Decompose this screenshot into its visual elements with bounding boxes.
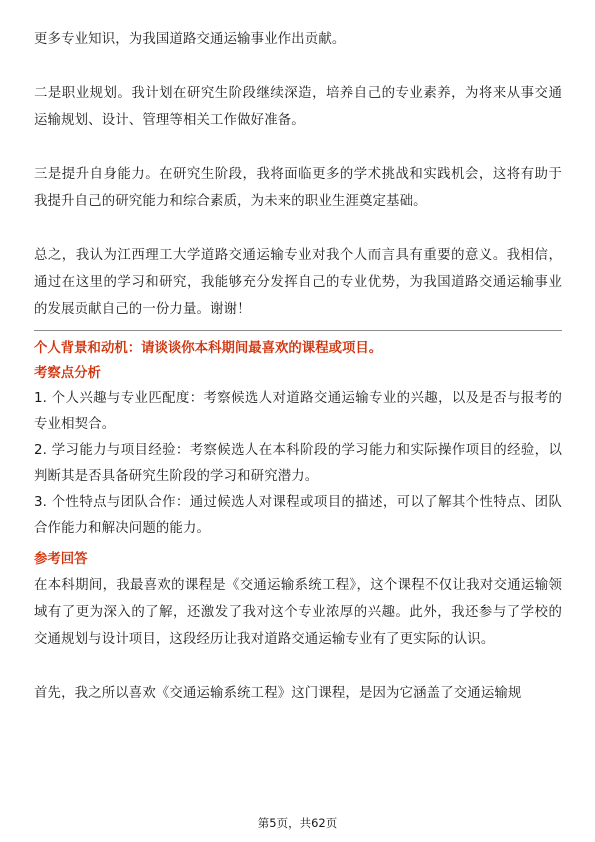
ability-paragraph: 三是提升自身能力。在研究生阶段，我将面临更多的学术挑战和实践机会，这将有助于我提升自己的研究能力和综合素质，为未来的职业生涯奠定基础。 <box>34 167 562 209</box>
paragraph-spacer <box>34 653 562 680</box>
question-title: 个人背景和动机：请谈谈你本科期间最喜欢的课程或项目。 <box>34 341 383 356</box>
career-plan-paragraph: 二是职业规划。我计划在研究生阶段继续深造，培养自己的专业素养，为将来从事交通运输规划、设计、管理等相关工作做好准备。 <box>34 86 562 128</box>
analysis-point: 3. 个性特点与团队合作：通过候选人对课程或项目的描述，可以了解其个性特点、团队合作能力和解决问题的能力。 <box>34 495 562 536</box>
continuation-paragraph: 更多专业知识，为我国道路交通运输事业作出贡献。 <box>34 32 346 47</box>
analysis-heading: 考察点分析 <box>34 366 101 381</box>
page-content <box>34 26 562 707</box>
answer-paragraph: 在本科期间，我最喜欢的课程是《交通运输系统工程》，这个课程不仅让我对交通运输领域有了更为深入的了解，还激发了我对这个专业浓厚的兴趣。此外，我还参与了学校的交通规划与设计项目，这段经历让我对道路交通运输专业有了更实际的认识。 <box>34 578 562 647</box>
section-divider <box>34 330 562 331</box>
analysis-point: 2. 学习能力与项目经验：考察候选人在本科阶段的学习能力和实际操作项目的经验，以判断其是否具备研究生阶段的学习和研究潜力。 <box>34 443 562 484</box>
paragraph-spacer <box>34 215 562 242</box>
answer-paragraph: 首先，我之所以喜欢《交通运输系统工程》这门课程，是因为它涵盖了交通运输规 <box>34 686 522 701</box>
paragraph-spacer <box>34 53 562 80</box>
conclusion-paragraph: 总之，我认为江西理工大学道路交通运输专业对我个人而言具有重要的意义。我相信，通过在这里的学习和研究，我能够充分发挥自己的专业优势，为我国道路交通运输事业的发展贡献自己的一份力量。谢谢！ <box>34 248 562 317</box>
analysis-point: 1. 个人兴趣与专业匹配度：考察候选人对道路交通运输专业的兴趣，以及是否与报考的专业相契合。 <box>34 391 562 432</box>
page-number: 第5页，共62页 <box>257 816 338 830</box>
reference-answer-heading: 参考回答 <box>34 552 88 567</box>
paragraph-spacer <box>34 134 562 161</box>
analysis-points-list <box>34 386 562 542</box>
